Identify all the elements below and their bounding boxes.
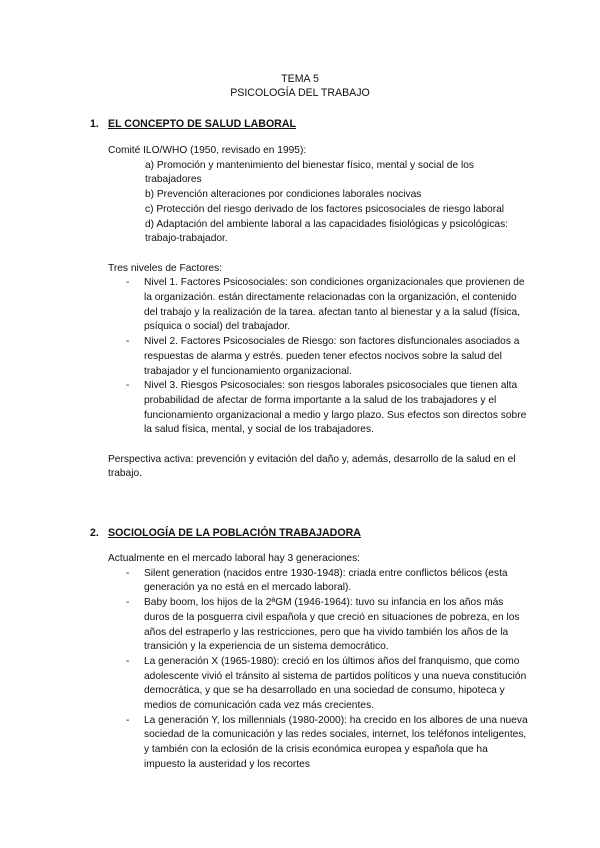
list-item: - Nivel 2. Factores Psicosociales de Riesgo: son factores disfuncionales asociados a respuestas de alarma y estrés. pueden tener efectos nocivos sobre la salud del trabajador y el funcionamiento organizacional. [108, 335, 528, 379]
section-2-body [108, 552, 528, 773]
objective-d: d) Adaptación del ambiente laboral a las capacidades fisiológicas y psicológicas: trabajo-trabajador. [145, 218, 509, 245]
doc-subtitle: PSICOLOGÍA DEL TRABAJO [230, 87, 370, 99]
section-1-heading [90, 117, 296, 131]
list-item: - Baby boom, los hijos de la 2ªGM (1946-1964): tuvo su infancia en los años más duros de la posguerra civil española y que creció en situaciones de pobreza, en los años del estraperlo y las restricciones, pero que ha vivido también los años de la transición y la experiencia de un sistema democrático. [108, 596, 528, 655]
list-item: - Silent generation (nacidos entre 1930-1948): criada entre conflictos bélicos (esta generación ya no está en el mercado laboral). [108, 567, 528, 596]
levels-list [108, 276, 528, 438]
section-1-title: EL CONCEPTO DE SALUD LABORAL [108, 118, 296, 130]
generations-intro: Actualmente en el mercado laboral hay 3 generaciones: [108, 553, 361, 564]
section-1-number: 1. [90, 118, 99, 130]
section-1-body [108, 144, 528, 482]
committee-line: Comité ILO/WHO (1950, revisado en 1995): [108, 145, 307, 156]
section-2-number: 2. [90, 527, 99, 539]
generations-list [108, 567, 528, 773]
objective-b: b) Prevención alteraciones por condiciones laborales nocivas [145, 189, 422, 201]
objective-c: c) Protección del riesgo derivado de los factores psicosociales de riesgo laboral [145, 203, 505, 215]
doc-tema: TEMA 5 [281, 73, 319, 85]
section-2-title: SOCIOLOGÍA DE LA POBLACIÓN TRABAJADORA [108, 527, 361, 539]
list-item: - Nivel 1. Factores Psicosociales: son condiciones organizacionales que provienen de la organización. están directamente relacionadas con la organización, el contenido del trabajo y la realización de la tarea. afectan tanto al bienestar y a la salud (física, psíquica o social) del trabajador. [108, 276, 528, 335]
list-item: - La generación Y, los millennials (1980-2000): ha crecido en los albores de una nueva sociedad de la comunicación y las redes sociales, internet, los teléfonos inteligentes, y también con la eclosión de la crisis económica europea y española que ha impuesto la austeridad y los recortes [108, 714, 528, 773]
perspective-paragraph: Perspectiva activa: prevención y evitación del daño y, además, desarrollo de la salud en el trabajo. [108, 453, 516, 480]
list-item: - La generación X (1965-1980): creció en los últimos años del franquismo, que como adolescente vivió el tránsito al sistema de partidos políticos y una nueva constitución democrática, y que se ha desarrollado en una sociedad de consumo, hipoteca y medios de comunicación cada vez más crecientes. [108, 655, 528, 714]
objective-a: a) Promoción y mantenimiento del bienestar físico, mental y social de los trabajadores [145, 159, 474, 186]
list-item: - Nivel 3. Riesgos Psicosociales: son riesgos laborales psicosociales que tienen alta probabilidad de afectar de forma importante a la salud de los trabajadores y el funcionamiento organizacional a medio y largo plazo. Sus efectos son directos sobre la salud física, mental, y social de los trabajadores. [108, 379, 528, 438]
levels-intro: Tres niveles de Factores: [108, 262, 222, 274]
section-2-heading [90, 526, 361, 540]
